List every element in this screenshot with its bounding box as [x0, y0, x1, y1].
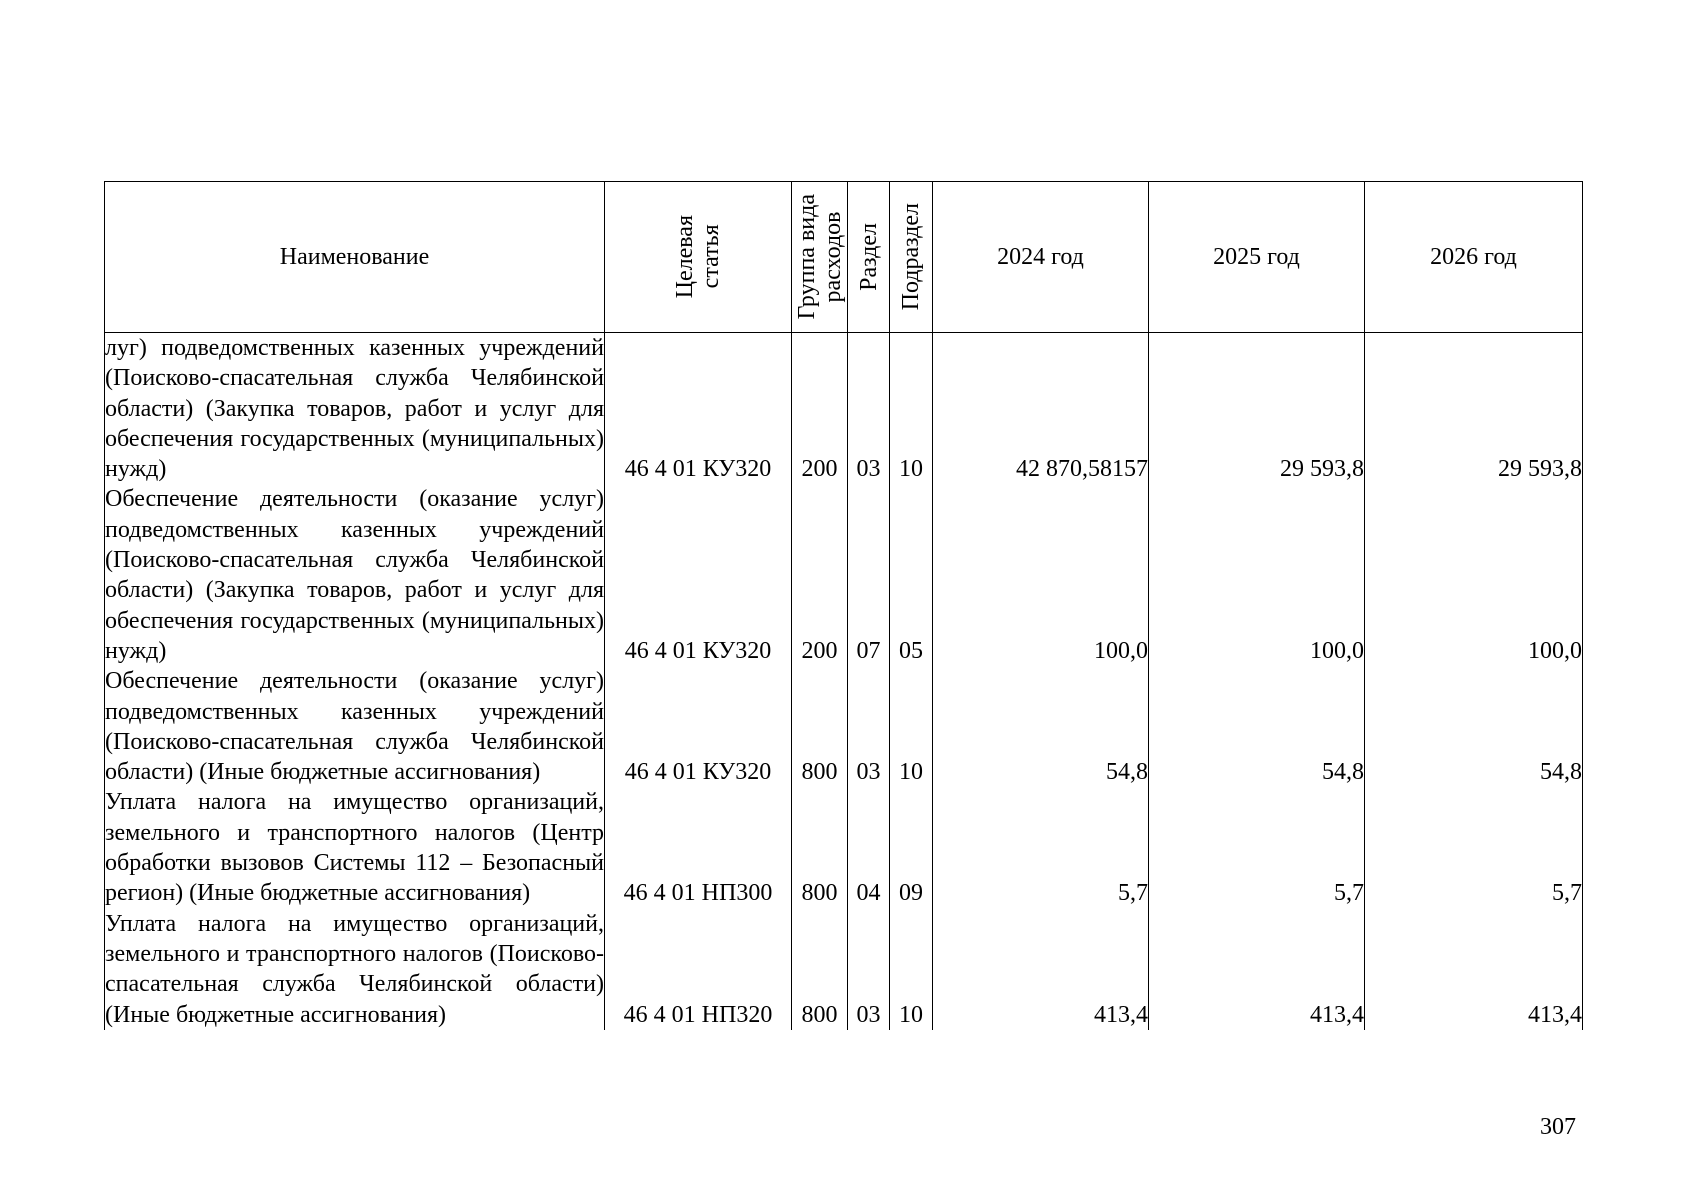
row-amount-2026: 29 593,8 — [1365, 333, 1583, 485]
row-amount-2024: 5,7 — [933, 787, 1149, 908]
row-section: 04 — [848, 787, 890, 908]
row-target-article: 46 4 01 КУ320 — [605, 484, 792, 666]
row-target-article: 46 4 01 КУ320 — [605, 333, 792, 485]
row-amount-2025: 5,7 — [1149, 787, 1365, 908]
header-target-article: Целевая статья — [605, 182, 792, 333]
table-row — [105, 484, 1583, 666]
row-expense-group: 800 — [792, 666, 848, 787]
row-section: 03 — [848, 666, 890, 787]
row-target-article: 46 4 01 НП300 — [605, 787, 792, 908]
row-amount-2024: 42 870,58157 — [933, 333, 1149, 485]
row-name: луг) подведомственных казенных учреждений (Поисково-спасательная служба Челябинской области) (Закупка товаров, работ и услуг для обеспечения государственных (муниципальных) нужд) — [105, 333, 605, 485]
header-year-2025: 2025 год — [1149, 182, 1365, 333]
row-subsection: 10 — [890, 333, 933, 485]
header-expense-group: Группа вида расходов — [792, 182, 848, 333]
row-name: Обеспечение деятельности (оказание услуг) подведомственных казенных учреждений (Поисково-спасательная служба Челябинской области) (Закупка товаров, работ и услуг для обеспечения государственных (муниципальных) нужд) — [105, 484, 605, 666]
row-amount-2025: 100,0 — [1149, 484, 1365, 666]
row-expense-group: 200 — [792, 333, 848, 485]
row-section: 03 — [848, 333, 890, 485]
header-year-2024: 2024 год — [933, 182, 1149, 333]
page-number: 307 — [1540, 1114, 1576, 1140]
header-year-2026: 2026 год — [1365, 182, 1583, 333]
row-amount-2025: 413,4 — [1149, 909, 1365, 1030]
row-amount-2026: 100,0 — [1365, 484, 1583, 666]
budget-table — [104, 181, 1583, 1030]
row-expense-group: 800 — [792, 909, 848, 1030]
row-name: Обеспечение деятельности (оказание услуг) подведомственных казенных учреждений (Поисково-спасательная служба Челябинской области) (Иные бюджетные ассигнования) — [105, 666, 605, 787]
table-row — [105, 333, 1583, 485]
header-section: Раздел — [848, 182, 890, 333]
row-amount-2025: 54,8 — [1149, 666, 1365, 787]
row-expense-group: 200 — [792, 484, 848, 666]
row-subsection: 05 — [890, 484, 933, 666]
table-header-row — [105, 182, 1583, 333]
row-section: 03 — [848, 909, 890, 1030]
table-row — [105, 787, 1583, 908]
row-target-article: 46 4 01 НП320 — [605, 909, 792, 1030]
row-name: Уплата налога на имущество организаций, земельного и транспортного налогов (Центр обработки вызовов Системы 112 – Безопасный регион) (Иные бюджетные ассигнования) — [105, 787, 605, 908]
row-amount-2024: 413,4 — [933, 909, 1149, 1030]
row-subsection: 09 — [890, 787, 933, 908]
header-subsection: Подраздел — [890, 182, 933, 333]
row-target-article: 46 4 01 КУ320 — [605, 666, 792, 787]
table-row — [105, 909, 1583, 1030]
row-amount-2024: 54,8 — [933, 666, 1149, 787]
row-amount-2026: 413,4 — [1365, 909, 1583, 1030]
row-name: Уплата налога на имущество организаций, земельного и транспортного налогов (Поисково-спасательная служба Челябинской области) (Иные бюджетные ассигнования) — [105, 909, 605, 1030]
row-expense-group: 800 — [792, 787, 848, 908]
row-amount-2024: 100,0 — [933, 484, 1149, 666]
row-subsection: 10 — [890, 909, 933, 1030]
row-section: 07 — [848, 484, 890, 666]
row-amount-2025: 29 593,8 — [1149, 333, 1365, 485]
row-amount-2026: 54,8 — [1365, 666, 1583, 787]
row-subsection: 10 — [890, 666, 933, 787]
row-amount-2026: 5,7 — [1365, 787, 1583, 908]
header-name: Наименование — [105, 182, 605, 333]
table-row — [105, 666, 1583, 787]
